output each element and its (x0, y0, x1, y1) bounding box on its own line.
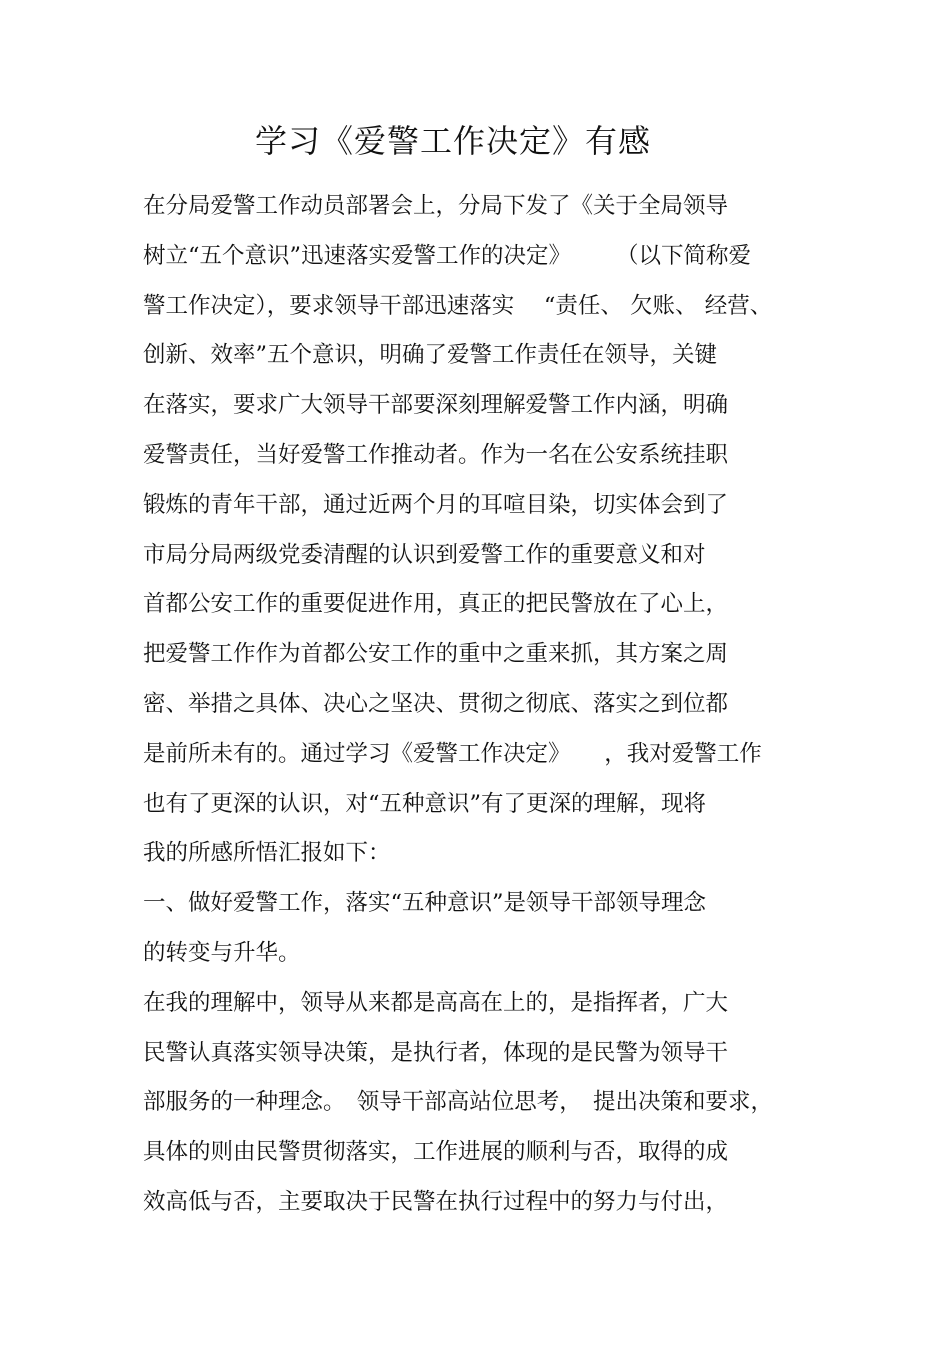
body-text-line: 爱警责任，当好爱警工作推动者。作为一名在公安系统挂职 (143, 441, 729, 468)
body-text-line: 也有了更深的认识，对“五种意识”有了更深的理解，现将 (143, 790, 707, 817)
body-text-line: 的转变与升华。 (143, 939, 301, 966)
body-text-line: 一、做好爱警工作，落实“五种意识”是领导干部领导理念 (143, 890, 707, 917)
body-text-line: 市局分局两级党委清醒的认识到爱警工作的重要意义和对 (143, 541, 706, 568)
body-text-line: 把爱警工作作为首都公安工作的重中之重来抓，其方案之周 (143, 641, 729, 668)
body-text-line: 警工作决定），要求领导干部迅速落实 “责任、 欠账、 经营、 (143, 292, 773, 319)
body-text-line: 在我的理解中，领导从来都是高高在上的，是指挥者，广大 (143, 989, 729, 1016)
document-title: 学习《爱警工作决定》有感 (254, 122, 651, 160)
body-text-line: 我的所感所悟汇报如下： (143, 840, 391, 867)
body-text-line: 民警认真落实领导决策，是执行者，体现的是民警为领导干 (143, 1039, 729, 1066)
body-text-line: 首都公安工作的重要促进作用，真正的把民警放在了心上， (143, 591, 729, 618)
body-text-line: 在分局爱警工作动员部署会上，分局下发了《关于全局领导 (143, 193, 729, 219)
body-text-line: 部服务的一种理念。 领导干部高站位思考， 提出决策和要求， (143, 1089, 774, 1116)
body-text-line: 具体的则由民警贯彻落实，工作进展的顺利与否，取得的成 (143, 1139, 729, 1166)
document-body (143, 186, 803, 1232)
body-text-line: 创新、效率”五个意识，明确了爱警工作责任在领导，关键 (143, 342, 718, 369)
body-text-line: 树立“五个意识”迅速落实爱警工作的决定》 （以下简称爱 (143, 242, 752, 269)
body-text-line: 是前所未有的。通过学习《爱警工作决定》 ，我对爱警工作 (143, 740, 762, 767)
body-text-line: 锻炼的青年干部，通过近两个月的耳喧目染，切实体会到了 (143, 491, 729, 518)
body-text-line: 在落实，要求广大领导干部要深刻理解爱警工作内涵，明确 (143, 392, 729, 419)
body-text-line: 密、举措之具体、决心之坚决、贯彻之彻底、落实之到位都 (143, 690, 729, 717)
body-text-line: 效高低与否，主要取决于民警在执行过程中的努力与付出， (143, 1188, 729, 1215)
